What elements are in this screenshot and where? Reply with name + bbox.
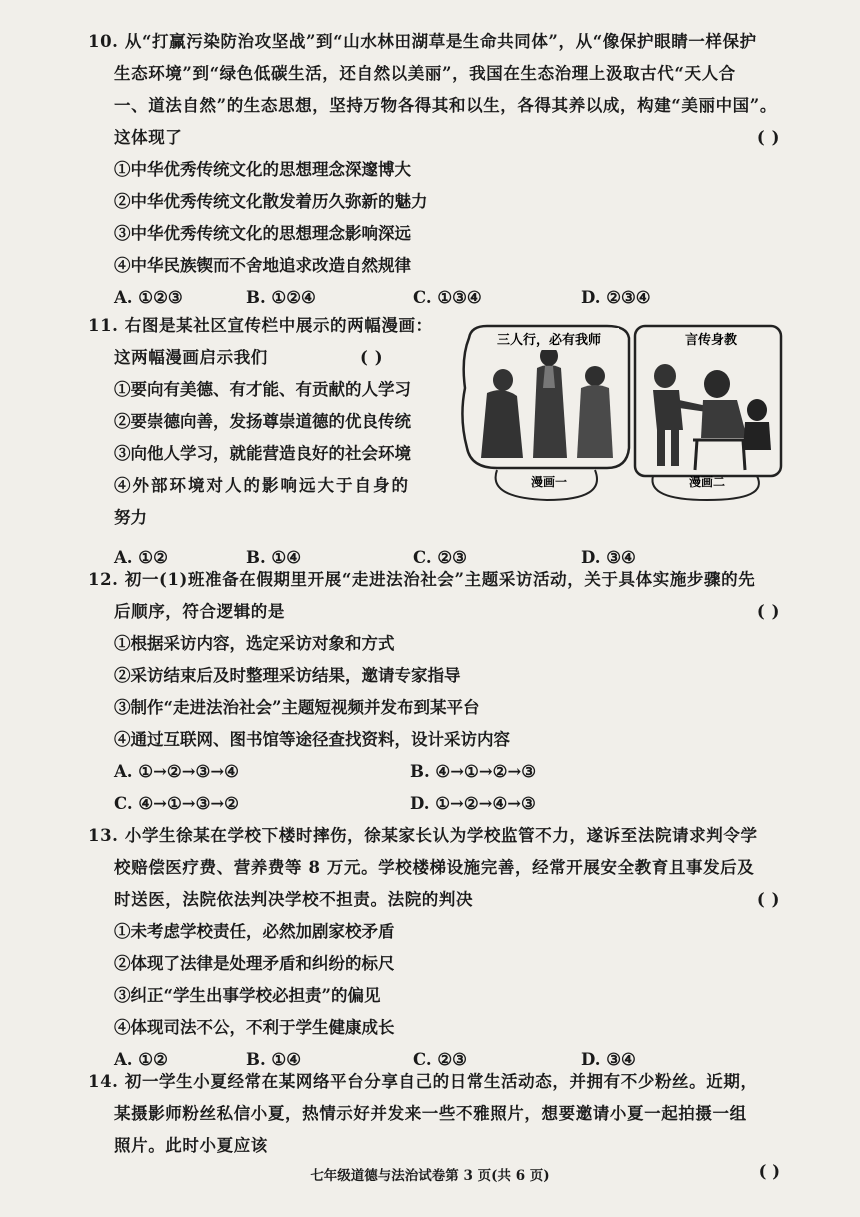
question-stem-line: 14. 初一学生小夏经常在某网络平台分享自己的日常生活动态，并拥有不少粉丝。近期，: [88, 1072, 758, 1091]
scholar-figure-left: [481, 369, 523, 458]
statement-item: ④体现司法不公，不利于学生健康成长: [114, 1018, 395, 1037]
option-c: C. ④→①→③→②: [114, 794, 239, 813]
option-c: C. ②③: [413, 548, 467, 567]
question-stem-line: 照片。此时小夏应该: [114, 1136, 268, 1155]
statement-item: ③纠正“学生出事学校必担责”的偏见: [114, 986, 381, 1005]
question-stem-line: 生态环境”到“绿色低碳生活，还自然以美丽”，我国在生态治理上汲取古代“天人合: [114, 64, 736, 83]
question-stem-line: 后顺序，符合逻辑的是: [114, 602, 285, 621]
scholar-figure-right: [577, 366, 613, 458]
statement-item: ③制作“走进法治社会”主题短视频并发布到某平台: [114, 698, 480, 717]
answer-blank: ( ): [758, 1162, 780, 1181]
panel-2-caption: 漫画二: [688, 475, 726, 489]
panel-1-title: 三人行，必有我师: [496, 333, 602, 348]
question-stem-line: 时送医，法院依法判决学校不担责。法院的判决: [114, 890, 474, 909]
stool: [693, 440, 749, 470]
panel-1-caption: 漫画一: [530, 475, 568, 489]
statement-item: ④外部环境对人的影响远大于自身的: [114, 476, 410, 495]
question-12: [88, 564, 788, 820]
question-13: [88, 820, 788, 1076]
statement-item: ①根据采访内容，选定采访对象和方式: [114, 634, 395, 653]
option-a: A. ①②: [114, 1050, 168, 1069]
statement-item: 努力: [114, 508, 147, 527]
option-a: A. ①→②→③→④: [114, 762, 239, 781]
option-b: B. ①②④: [246, 288, 316, 307]
option-b: B. ④→①→②→③: [410, 762, 537, 781]
statement-item: ②中华优秀传统文化散发着历久弥新的魅力: [114, 192, 428, 211]
teacher-figure: [653, 364, 707, 466]
statement-item: ①中华优秀传统文化的思想理念深邃博大: [114, 160, 411, 179]
option-a: A. ①②③: [114, 288, 183, 307]
statement-item: ②体现了法律是处理矛盾和纠纷的标尺: [114, 954, 395, 973]
question-stem-line: 10. 从“打赢污染防治攻坚战”到“山水林田湖草是生命共同体”，从“像保护眼睛一样保护: [88, 32, 757, 51]
student-figure: [701, 370, 747, 438]
statement-item: ①要向有美德、有才能、有贡献的人学习: [114, 380, 411, 399]
option-d: D. ②③④: [581, 288, 651, 307]
option-c: C. ②③: [413, 1050, 467, 1069]
statement-item: ③向他人学习，就能营造良好的社会环境: [114, 444, 411, 463]
question-stem-line: 某摄影师粉丝私信小夏，热情示好并发来一些不雅照片，想要邀请小夏一起拍摄一组: [114, 1104, 747, 1123]
answer-blank: ( ): [756, 128, 780, 147]
statement-item: ④中华民族锲而不舍地追求改造自然规律: [114, 256, 411, 275]
option-d: D. ①→②→④→③: [410, 794, 536, 813]
cartoon-illustration: [457, 318, 787, 506]
question-stem-line: 11. 右图是某社区宣传栏中展示的两幅漫画：: [88, 316, 433, 335]
question-stem-line: 12. 初一(1)班准备在假期里开展“走进法治社会”主题采访活动，关于具体实施步骤的先: [88, 570, 756, 589]
statement-item: ②采访结束后及时整理采访结果，邀请专家指导: [114, 666, 461, 685]
question-stem-line: 一、道法自然”的生态思想，坚持万物各得其和以生，各得其养以成，构建“美丽中国”。: [114, 96, 777, 115]
answer-options: [88, 756, 788, 788]
option-b: B. ①④: [246, 1050, 302, 1069]
option-d: D. ③④: [581, 1050, 636, 1069]
page-footer: 七年级道德与法治试卷第 3 页(共 6 页): [310, 1168, 550, 1184]
panel-2-title: 言传身教: [684, 333, 738, 348]
statement-item: ②要崇德向善，发扬尊崇道德的优良传统: [114, 412, 411, 431]
statement-item: ③中华优秀传统文化的思想理念影响深远: [114, 224, 411, 243]
question-stem-line: 这两幅漫画启示我们: [114, 348, 268, 367]
option-c: C. ①③④: [413, 288, 482, 307]
question-stem-line: 这体现了: [114, 128, 183, 147]
question-stem-line: 校赔偿医疗费、营养费等 8 万元。学校楼梯设施完善，经常开展安全教育且事发后及: [114, 858, 755, 877]
answer-options: [88, 788, 788, 820]
statement-item: ④通过互联网、图书馆等途径查找资料，设计采访内容: [114, 730, 510, 749]
child-figure: [743, 399, 771, 450]
answer-blank: ( ): [360, 348, 384, 367]
statement-item: ①未考虑学校责任，必然加剧家校矛盾: [114, 922, 395, 941]
scholar-figure-middle: [533, 346, 567, 458]
question-10: [88, 26, 788, 314]
answer-blank: ( ): [756, 890, 780, 909]
option-d: D. ③④: [581, 548, 636, 567]
answer-blank: ( ): [756, 602, 780, 621]
option-b: B. ①④: [246, 548, 302, 567]
question-stem-line: 13. 小学生徐某在学校下楼时摔伤，徐某家长认为学校监管不力，遂诉至法院请求判令学: [88, 826, 758, 845]
cartoon-svg: [457, 318, 787, 506]
option-a: A. ①②: [114, 548, 168, 567]
